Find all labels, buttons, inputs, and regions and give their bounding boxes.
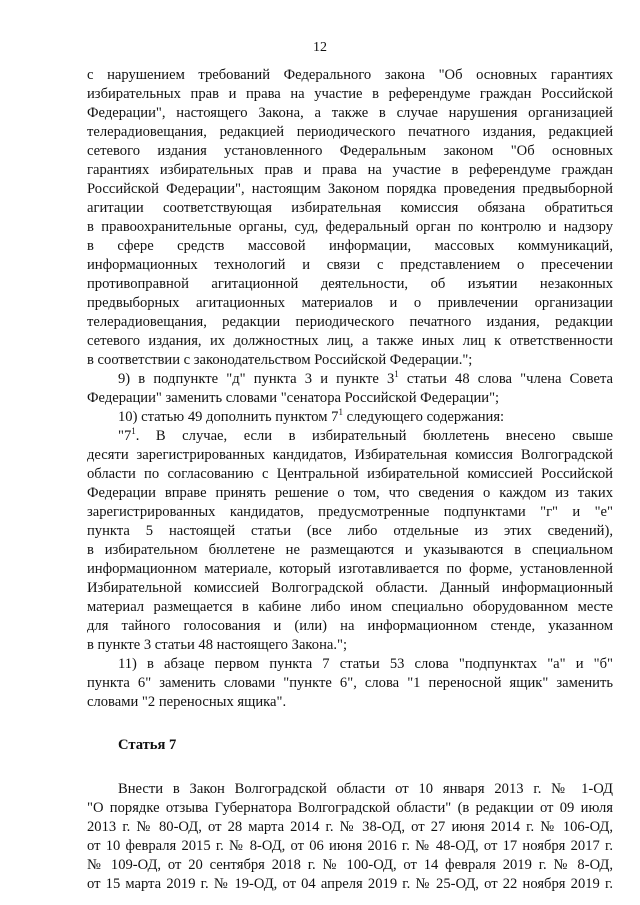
article-heading: Статья 7 bbox=[118, 737, 177, 753]
article-line: № 109-ОД, от 20 сентября 2018 г. № 100-ОД, от 14 февраля 2019 г. № 8-ОД, bbox=[87, 857, 613, 873]
quote-line: области по согласованию с Центральной избирательной комиссией Российской bbox=[87, 466, 613, 482]
text-line: в соответствии с законодательством Российской Федерации."; bbox=[87, 352, 473, 368]
text-line: избирательных прав и права на участие в референдуме граждан Российской bbox=[87, 86, 613, 102]
quote-line: информационном материале, который изготавливается по форме, установленной bbox=[87, 561, 613, 577]
quote-line: десяти зарегистрированных кандидатов, Избирательная комиссия Волгоградской bbox=[87, 447, 613, 463]
item-11-line: 11) в абзаце первом пункта 7 статьи 53 слова "подпунктах "а" и "б" bbox=[118, 656, 613, 672]
text-line: сетевого издания, их должностных лиц, а также иных лиц к ответственности bbox=[87, 333, 613, 349]
item-9-line: 9) в подпункте "д" пункта 3 и пункте $3^1$ статьи 48 слова "члена Совета bbox=[118, 369, 613, 387]
text-line: Федерации", настоящего Закона, а также в случае нарушения организацией bbox=[87, 105, 613, 121]
quote-line: в пункте 3 статьи 48 настоящего Закона."; bbox=[87, 637, 348, 653]
text-line: телерадиовещания, редакции периодического печатного издания, редакции bbox=[87, 314, 613, 330]
quote-line: для тайного голосования и (или) на информационном стенде, указанном bbox=[87, 618, 613, 634]
quote-line: в избирательном бюллетене не размещаются и указываются в специальном bbox=[87, 542, 613, 558]
article-line: от 15 марта 2019 г. № 19-ОД, от 04 апреля 2019 г. № 25-ОД, от 22 ноября 2019 г. bbox=[87, 876, 613, 892]
text-line: информационных технологий и связи с представлением о пресечении bbox=[87, 257, 613, 273]
text-line: в правоохранительные органы, суд, федеральный орган по контролю и надзору bbox=[87, 219, 613, 235]
text-line: в сфере средств массовой информации, массовых коммуникаций, bbox=[87, 238, 613, 254]
text-line: предвыборных агитационных материалов и о привлечении организации bbox=[87, 295, 613, 311]
quote-line: зарегистрированных кандидатов, предусмотренные подпунктами "г" и "е" bbox=[87, 504, 613, 520]
quote-line: Федерации вправе принять решение о том, что сведения о каждом из таких bbox=[87, 485, 613, 501]
quote-line: пункта 5 настоящей статьи (все либо отдельные из этих сведений), bbox=[87, 523, 613, 539]
text-line: агитации соответствующая избирательная комиссия обязана обратиться bbox=[87, 200, 613, 216]
text-line: телерадиовещания, редакцией периодического печатного издания, редакцией bbox=[87, 124, 613, 140]
page-number: 12 bbox=[313, 40, 327, 55]
quote-line: материал размещается в кабине либо ином специально оборудованном месте bbox=[87, 599, 613, 615]
item-10-line: 10) статью 49 дополнить пунктом $7^1$ следующего содержания: bbox=[118, 407, 505, 425]
text-line: сетевого издания установленного Федеральным законом "Об основных bbox=[87, 143, 613, 159]
text-line: гарантиях избирательных прав и права на участие в референдуме граждан bbox=[87, 162, 613, 178]
text-line: Российской Федерации", настоящим Законом порядка проведения предвыборной bbox=[87, 181, 613, 197]
quote-line: "$7^1$. В случае, если в избирательный бюллетень внесено свыше bbox=[118, 426, 613, 444]
item-11-line: пункта 6" заменить словами "пункте 6", слова "1 переносной ящик" заменить bbox=[87, 675, 613, 691]
article-line: Внести в Закон Волгоградской области от 10 января 2013 г. № 1-ОД bbox=[118, 781, 613, 797]
article-line: 2013 г. № 80-ОД, от 28 марта 2014 г. № 38-ОД, от 27 июня 2014 г. № 106-ОД, bbox=[87, 819, 613, 835]
item-9-line: Федерации" заменить словами "сенатора Российской Федерации"; bbox=[87, 390, 500, 406]
article-line: от 10 февраля 2015 г. № 8-ОД, от 06 июня 2016 г. № 48-ОД, от 17 ноября 2017 г. bbox=[87, 838, 613, 854]
quote-line: Избирательной комиссией Волгоградской области. Данный информационный bbox=[87, 580, 613, 596]
text-line: с нарушением требований Федерального закона "Об основных гарантиях bbox=[87, 67, 613, 83]
text-line: противоправной агитационной деятельности, об изъятии незаконных bbox=[87, 276, 613, 292]
article-line: "О порядке отзыва Губернатора Волгоградской области" (в редакции от 09 июля bbox=[87, 800, 613, 816]
item-11-line: словами "2 переносных ящика". bbox=[87, 694, 287, 710]
